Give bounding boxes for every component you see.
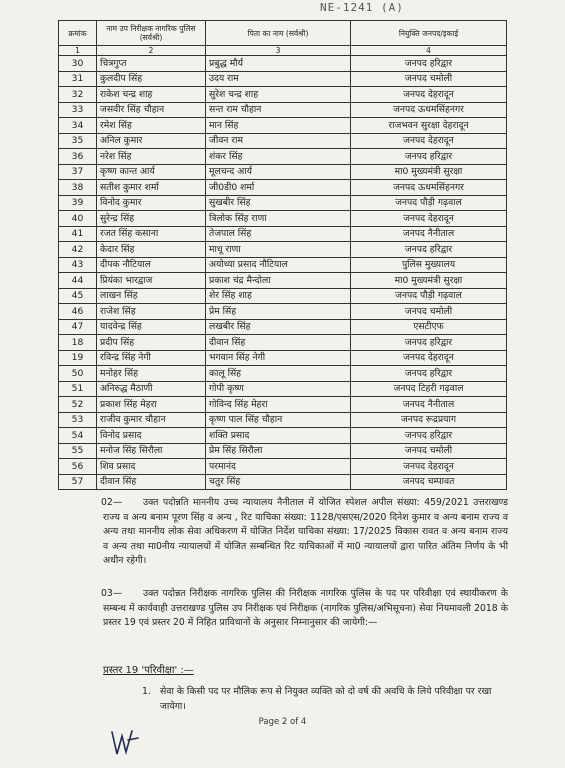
serial-cell: 57 <box>59 474 97 490</box>
father-name-cell: सुखबीर सिंह <box>206 195 351 211</box>
posting-cell: जनपद चमोली <box>351 71 507 87</box>
section-heading-probation: प्रस्तर 19 'परिवीक्षा' :— <box>103 665 194 676</box>
posting-cell: जनपद हरिद्वार <box>351 149 507 165</box>
table-row <box>59 350 507 366</box>
document-reference-mark: NE-1241 (A) <box>320 1 404 14</box>
posting-cell: राजभवन सुरक्षा देहरादून <box>351 118 507 134</box>
inspector-name-cell: विनोद कुमार <box>97 195 206 211</box>
table-row <box>59 304 507 320</box>
father-name-cell: माधू राणा <box>206 242 351 258</box>
inspector-name-cell: अनिल कुमार <box>97 133 206 149</box>
inspector-name-cell: दीपक नौटियाल <box>97 257 206 273</box>
serial-cell: 30 <box>59 56 97 72</box>
posting-cell: जनपद नैनीताल <box>351 397 507 413</box>
father-name-cell: सन्त राम चौहान <box>206 102 351 118</box>
serial-cell: 37 <box>59 164 97 180</box>
posting-cell: जनपद ऊधमसिंहनगर <box>351 102 507 118</box>
father-name-cell: शंकर सिंह <box>206 149 351 165</box>
posting-cell: जनपद पौड़ी गढ़वाल <box>351 195 507 211</box>
table-row <box>59 87 507 103</box>
posting-cell: जनपद देहरादून <box>351 87 507 103</box>
table-row <box>59 459 507 475</box>
column-number: 1 <box>59 46 97 56</box>
inspector-name-cell: कुलदीप सिंह <box>97 71 206 87</box>
posting-cell: जनपद हरिद्वार <box>351 335 507 351</box>
inspector-name-cell: केदार सिंह <box>97 242 206 258</box>
table-row <box>59 242 507 258</box>
posting-cell: जनपद पौड़ी गढ़वाल <box>351 288 507 304</box>
posting-cell: जनपद टिहरी गढ़वाल <box>351 381 507 397</box>
father-name-cell: मूलचन्द आर्य <box>206 164 351 180</box>
inspector-name-cell: जसवीर सिंह चौहान <box>97 102 206 118</box>
father-name-cell: प्रेम सिंह <box>206 304 351 320</box>
posting-cell: जनपद हरिद्वार <box>351 428 507 444</box>
serial-cell: 51 <box>59 381 97 397</box>
posting-cell: मा0 मुख्यमंत्री सुरक्षा <box>351 164 507 180</box>
inspector-name-cell: चित्रगुप्त <box>97 56 206 72</box>
father-name-cell: तेजपाल सिंह <box>206 226 351 242</box>
inspector-name-cell: दीवान सिंह <box>97 474 206 490</box>
serial-cell: 31 <box>59 71 97 87</box>
serial-cell: 41 <box>59 226 97 242</box>
father-name-cell: जीवन राम <box>206 133 351 149</box>
father-name-cell: प्रबुद्ध मौर्य <box>206 56 351 72</box>
table-row <box>59 149 507 165</box>
officer-posting-table <box>58 20 507 490</box>
table-row <box>59 164 507 180</box>
probation-clause-1 <box>142 684 508 714</box>
table-row <box>59 257 507 273</box>
table-row <box>59 412 507 428</box>
serial-cell: 47 <box>59 319 97 335</box>
serial-cell: 36 <box>59 149 97 165</box>
page-number: Page 2 of 4 <box>258 717 307 727</box>
header-inspector-name: नाम उप निरीक्षक नागरिक पुलिस (सर्वश्री) <box>97 21 206 46</box>
table-row <box>59 273 507 289</box>
column-number-row <box>59 46 507 56</box>
table-row <box>59 381 507 397</box>
inspector-name-cell: सुरेन्द्र सिंह <box>97 211 206 227</box>
father-name-cell: कृष्ण पाल सिंह चौहान <box>206 412 351 428</box>
posting-cell: मा0 मुख्यमंत्री सुरक्षा <box>351 273 507 289</box>
table-row <box>59 56 507 72</box>
inspector-name-cell: मनोहर सिंह <box>97 366 206 382</box>
clause-number: 1. <box>142 686 151 697</box>
inspector-name-cell: रविन्द्र सिंह नेगी <box>97 350 206 366</box>
posting-cell: जनपद देहरादून <box>351 459 507 475</box>
inspector-name-cell: यादवेन्द्र सिंह <box>97 319 206 335</box>
table-row <box>59 288 507 304</box>
serial-cell: 50 <box>59 366 97 382</box>
father-name-cell: शक्ति प्रसाद <box>206 428 351 444</box>
inspector-name-cell: राकेश चन्द्र शाह <box>97 87 206 103</box>
father-name-cell: गोविन्द सिंह मेहरा <box>206 397 351 413</box>
father-name-cell: लखबीर सिंह <box>206 319 351 335</box>
serial-cell: 40 <box>59 211 97 227</box>
inspector-name-cell: अनिरुद्ध मैठाणी <box>97 381 206 397</box>
father-name-cell: प्रकाश चंद्र मैन्दोला <box>206 273 351 289</box>
clause-text: सेवा के किसी पद पर मौलिक रूप से नियुक्त व्यक्ति को दो वर्ष की अवधि के लिये परिवीक्षा पर रखा जायेगा। <box>160 686 492 712</box>
serial-cell: 54 <box>59 428 97 444</box>
serial-cell: 42 <box>59 242 97 258</box>
inspector-name-cell: सतीश कुमार शर्मा <box>97 180 206 196</box>
serial-cell: 19 <box>59 350 97 366</box>
posting-cell: जनपद हरिद्वार <box>351 56 507 72</box>
posting-cell: जनपद चमोली <box>351 443 507 459</box>
table-row <box>59 102 507 118</box>
inspector-name-cell: रमेश सिंह <box>97 118 206 134</box>
table-row <box>59 133 507 149</box>
serial-cell: 38 <box>59 180 97 196</box>
inspector-name-cell: विनोद प्रसाद <box>97 428 206 444</box>
table-row <box>59 226 507 242</box>
inspector-name-cell: प्रियंका भारद्वाज <box>97 273 206 289</box>
header-father-name: पिता का नाम (सर्वश्री) <box>206 21 351 46</box>
table-row <box>59 428 507 444</box>
table-row <box>59 118 507 134</box>
inspector-name-cell: नरेश सिंह <box>97 149 206 165</box>
father-name-cell: प्रेम सिंह सिरौला <box>206 443 351 459</box>
father-name-cell: शेर सिंह शाह <box>206 288 351 304</box>
posting-cell: जनपद देहरादून <box>351 133 507 149</box>
paragraph-02 <box>103 496 508 569</box>
inspector-name-cell: राजीव कुमार चौहान <box>97 412 206 428</box>
serial-cell: 56 <box>59 459 97 475</box>
posting-cell: जनपद चमोली <box>351 304 507 320</box>
father-name-cell: सुरेश चन्द्र शाह <box>206 87 351 103</box>
table-row <box>59 474 507 490</box>
posting-cell: जनपद देहरादून <box>351 350 507 366</box>
father-name-cell: परमानंद <box>206 459 351 475</box>
handwritten-signature <box>108 728 148 758</box>
serial-cell: 46 <box>59 304 97 320</box>
serial-cell: 52 <box>59 397 97 413</box>
serial-cell: 32 <box>59 87 97 103</box>
column-number: 4 <box>351 46 507 56</box>
father-name-cell: कालू सिंह <box>206 366 351 382</box>
paragraph-03 <box>103 587 508 631</box>
inspector-name-cell: प्रकाश सिंह मेहरा <box>97 397 206 413</box>
table-row <box>59 319 507 335</box>
table-row <box>59 180 507 196</box>
column-number: 2 <box>97 46 206 56</box>
table-row <box>59 335 507 351</box>
paragraph-text: उक्त पदोन्नत निरीक्षक नागरिक पुलिस की निरीक्षक नागरिक पुलिस के पद पर परिवीक्षा एवं स्थायीकरण के सम्बन्ध में कार्यवाही उत्तराखण्ड पुलिस उप निरीक्षक एवं निरीक्षक (नागरिक पुलिस/अभिसूचना) सेवा नियमावली 2018 के प्रस्तर 19 एवं प्रस्तर 20 में निहित प्राविधानों के अनुसार निम्नानुसार की जायेगी:— <box>103 588 508 628</box>
table-row <box>59 366 507 382</box>
table-body <box>59 56 507 490</box>
serial-cell: 43 <box>59 257 97 273</box>
column-number: 3 <box>206 46 351 56</box>
table-row <box>59 397 507 413</box>
table-row <box>59 71 507 87</box>
father-name-cell: दीवान सिंह <box>206 335 351 351</box>
serial-cell: 18 <box>59 335 97 351</box>
inspector-name-cell: मनोज सिंह सिरौला <box>97 443 206 459</box>
posting-cell: जनपद रूद्रप्रयाग <box>351 412 507 428</box>
paragraph-number: 02— <box>101 497 123 508</box>
paragraph-number: 03— <box>101 588 123 599</box>
inspector-name-cell: रजत सिंह कसाना <box>97 226 206 242</box>
serial-cell: 55 <box>59 443 97 459</box>
inspector-name-cell: राजेश सिंह <box>97 304 206 320</box>
serial-cell: 45 <box>59 288 97 304</box>
inspector-name-cell: प्रदीप सिंह <box>97 335 206 351</box>
serial-cell: 44 <box>59 273 97 289</box>
father-name-cell: त्रिलोक सिंह राणा <box>206 211 351 227</box>
father-name-cell: भगवान सिंह नेगी <box>206 350 351 366</box>
inspector-name-cell: लाखन सिंह <box>97 288 206 304</box>
table-row <box>59 195 507 211</box>
serial-cell: 53 <box>59 412 97 428</box>
posting-cell: जनपद हरिद्वार <box>351 242 507 258</box>
inspector-name-cell: कृष्ण कान्त आर्य <box>97 164 206 180</box>
serial-cell: 39 <box>59 195 97 211</box>
father-name-cell: जी0डी0 शर्मा <box>206 180 351 196</box>
posting-cell: जनपद ऊधमसिंहनगर <box>351 180 507 196</box>
posting-cell: जनपद हरिद्वार <box>351 366 507 382</box>
table-header-row <box>59 21 507 46</box>
inspector-name-cell: शिव प्रसाद <box>97 459 206 475</box>
posting-cell: एसटीएफ <box>351 319 507 335</box>
father-name-cell: अयोध्या प्रसाद नौटियाल <box>206 257 351 273</box>
serial-cell: 35 <box>59 133 97 149</box>
paragraph-text: उक्त पदोन्नति माननीय उच्च न्यायालय नैनीताल में योजित स्पेशल अपील संख्या: 459/2021 उत्तराखण्ड राज्य व अन्य बनाम पूरण सिंह व अन्य , रिट याचिका संख्या: 1128/एसएस/2020 दिनेश कुमार व अन्य बनाम राज्य व अन्य तथा माननीय लोक सेवा अधिकरण में योजित निर्देश याचिका संख्या: 17/2025 विकास रावत व अन्य बनाम राज्य व अन्य तथा मा0नीय न्यायालयों में योजित सम्बन्धित रिट याचिकाओं में मा0 न्यायालयों द्वारा पारित अंतिम निर्णय के भी अधीन रहेगी। <box>103 497 508 566</box>
serial-cell: 33 <box>59 102 97 118</box>
posting-cell: जनपद देहरादून <box>351 211 507 227</box>
father-name-cell: चतुर सिंह <box>206 474 351 490</box>
posting-cell: जनपद चम्पावत <box>351 474 507 490</box>
posting-cell: पुलिस मुख्यालय <box>351 257 507 273</box>
header-posting: नियुक्ति जनपद/इकाई <box>351 21 507 46</box>
father-name-cell: उदय राम <box>206 71 351 87</box>
posting-cell: जनपद नैनीताल <box>351 226 507 242</box>
father-name-cell: गोपी कृष्ण <box>206 381 351 397</box>
serial-cell: 34 <box>59 118 97 134</box>
table-row <box>59 443 507 459</box>
header-serial: क्रमांक <box>59 21 97 46</box>
table-row <box>59 211 507 227</box>
father-name-cell: मान सिंह <box>206 118 351 134</box>
